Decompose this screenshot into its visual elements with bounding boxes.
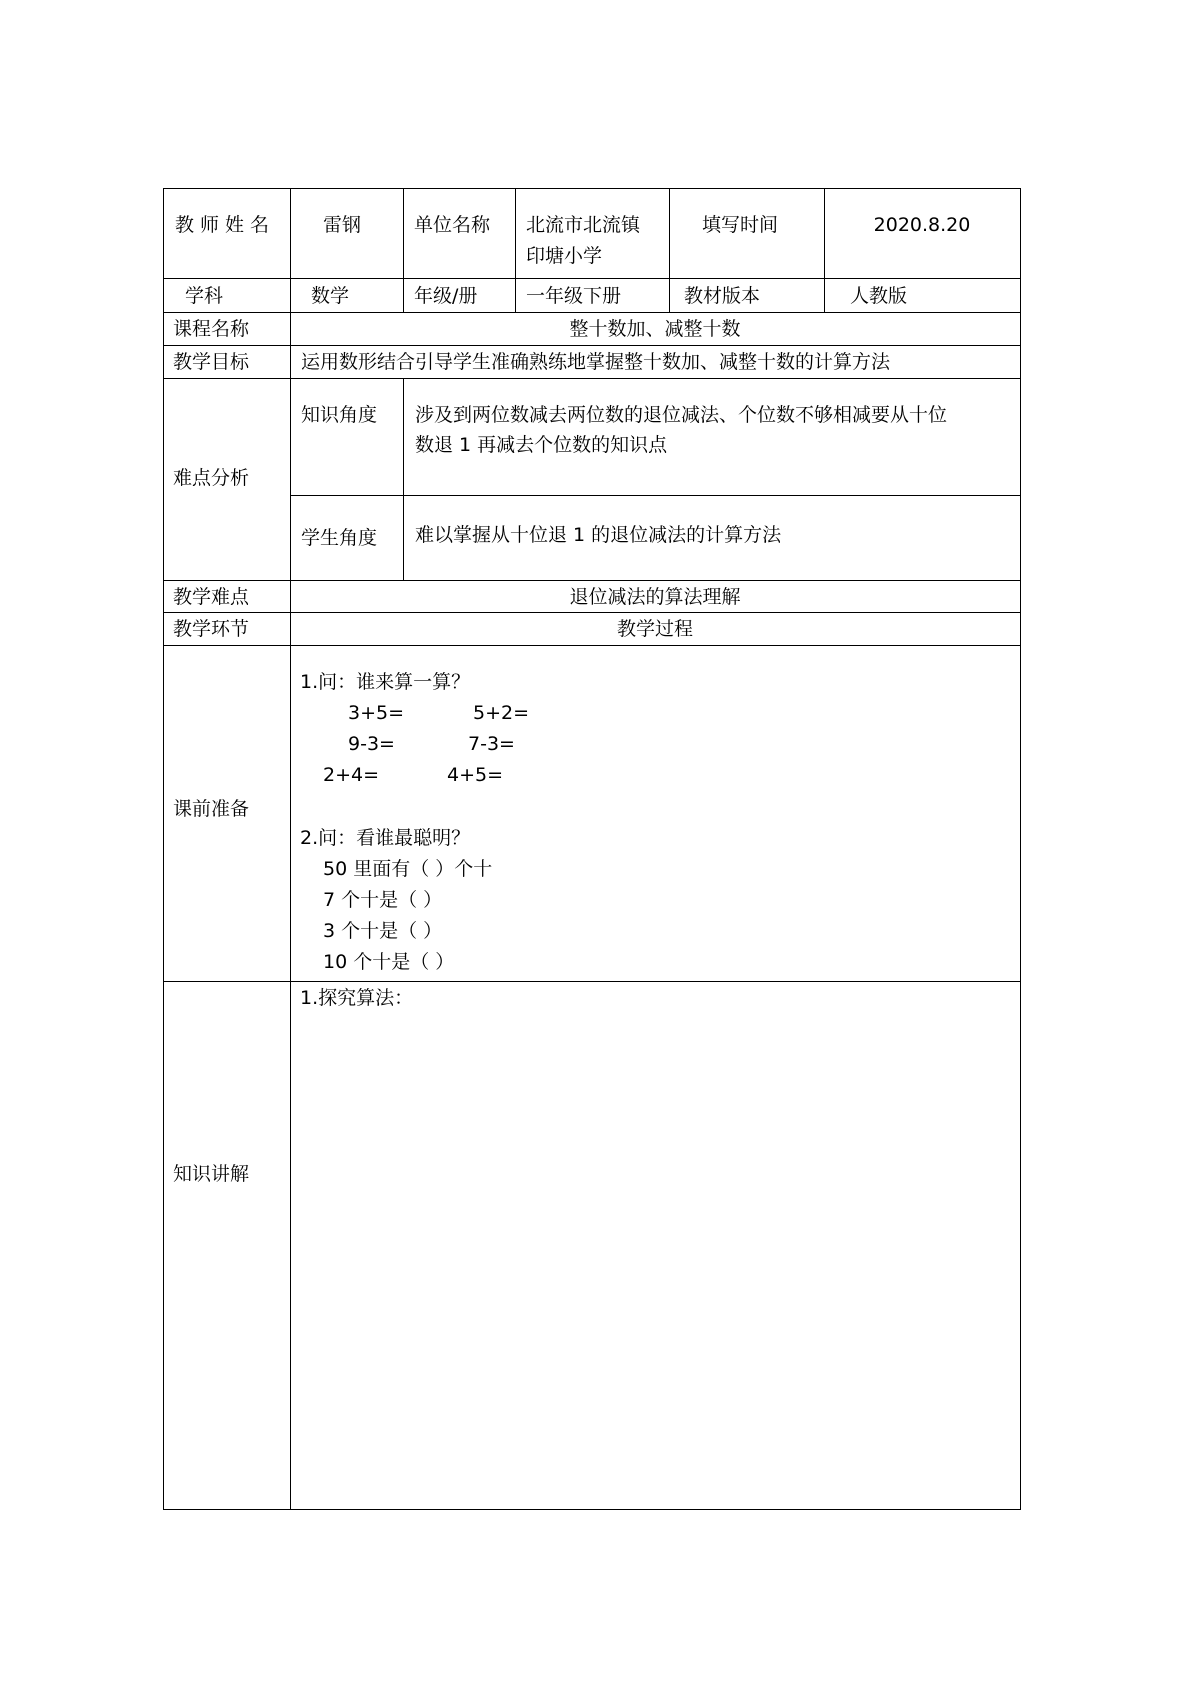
fill-date-label: 填写时间 [702, 214, 779, 236]
preparation-label: 课前准备 [173, 798, 250, 820]
student-angle-label: 学生角度 [301, 527, 378, 549]
lecture-item-1: 1.探究算法： [300, 987, 414, 1009]
column-divider [824, 188, 825, 312]
prep-exercise: 2+4= [323, 764, 380, 786]
teaching-stage-label: 教学环节 [173, 618, 250, 640]
difficulty-analysis-label: 难点分析 [173, 467, 250, 489]
row-divider [163, 345, 1021, 346]
unit-name-value-line1: 北流市北流镇 [526, 214, 641, 236]
teaching-difficulty-label: 教学难点 [173, 586, 250, 608]
column-divider [403, 188, 404, 312]
unit-name-value-line2: 印塘小学 [526, 245, 603, 267]
course-name-label: 课程名称 [173, 318, 250, 340]
knowledge-angle-line2: 数退 1 再减去个位数的知识点 [415, 434, 668, 456]
teacher-name-label: 教师姓名 [175, 214, 276, 236]
prep-exercise: 3+5= [348, 702, 405, 724]
prep-question-1: 1.问：谁来算一算？ [300, 671, 471, 693]
knowledge-angle-line1: 涉及到两位数减去两位数的退位减法、个位数不够相减要从十位 [415, 404, 948, 426]
table-border-top [163, 188, 1021, 189]
prep-exercise: 7-3= [468, 733, 515, 755]
prep-line: 50 里面有（ ）个十 [323, 858, 493, 880]
prep-question-2: 2.问：看谁最聪明？ [300, 827, 471, 849]
column-divider [290, 188, 291, 1510]
prep-line: 7 个十是（ ） [323, 889, 443, 911]
prep-line: 10 个十是（ ） [323, 951, 455, 973]
row-divider [163, 278, 1021, 279]
prep-exercise: 4+5= [447, 764, 504, 786]
edition-label: 教材版本 [684, 285, 761, 307]
table-border-right [1020, 188, 1021, 1510]
teaching-goal-value: 运用数形结合引导学生准确熟练地掌握整十数加、减整十数的计算方法 [301, 351, 891, 373]
prep-exercise: 5+2= [473, 702, 530, 724]
column-divider [403, 378, 404, 580]
fill-date-value: 2020.8.20 [873, 214, 971, 236]
row-divider [163, 645, 1021, 646]
subject-label: 学科 [185, 285, 224, 307]
knowledge-angle-label: 知识角度 [301, 404, 378, 426]
subject-value: 数学 [311, 285, 350, 307]
edition-value: 人教版 [850, 285, 908, 307]
teaching-difficulty-value: 退位减法的算法理解 [569, 586, 741, 608]
row-divider [290, 495, 1021, 496]
prep-exercise: 9-3= [348, 733, 395, 755]
row-divider [163, 580, 1021, 581]
row-divider [163, 612, 1021, 613]
prep-line: 3 个十是（ ） [323, 920, 443, 942]
grade-label: 年级/册 [414, 285, 478, 307]
table-border-left [163, 188, 164, 1510]
course-name-value: 整十数加、减整十数 [569, 318, 741, 340]
row-divider [163, 981, 1021, 982]
unit-name-label: 单位名称 [414, 214, 491, 236]
student-angle-value: 难以掌握从十位退 1 的退位减法的计算方法 [415, 524, 782, 546]
teacher-name-value: 雷钢 [323, 214, 362, 236]
teaching-goal-label: 教学目标 [173, 351, 250, 373]
table-border-bottom [163, 1509, 1021, 1510]
lesson-plan-table [163, 188, 1021, 1510]
row-divider [163, 312, 1021, 313]
grade-value: 一年级下册 [526, 285, 622, 307]
teaching-process-label: 教学过程 [616, 618, 693, 640]
knowledge-lecture-label: 知识讲解 [173, 1163, 250, 1185]
column-divider [669, 188, 670, 312]
column-divider [515, 188, 516, 312]
row-divider [163, 378, 1021, 379]
